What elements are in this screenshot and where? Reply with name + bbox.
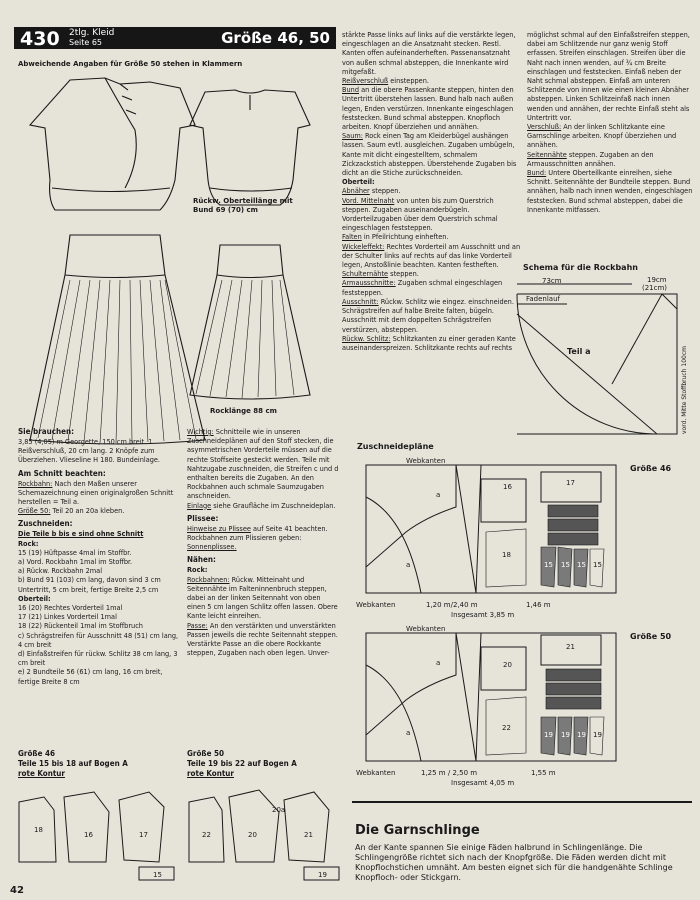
model-number: 430 <box>20 28 60 50</box>
piece-label: a <box>436 659 441 667</box>
cutting-heading: Zuschneiden: <box>18 519 73 529</box>
size46-reference: Größe 46 Teile 15 bis 18 auf Bogen A rote Kontur <box>18 749 128 778</box>
model-title: 2tlg. Kleid <box>69 28 115 38</box>
cutting-plan-46 <box>356 457 622 625</box>
selvage-label: Webkanten <box>406 625 446 633</box>
piece-label: 15 <box>593 561 602 569</box>
cut-item: a) Vord. Rockbahn 1mal im Stoffbr. <box>18 557 133 567</box>
sewing-skirt-subheading: Rock: <box>187 565 208 575</box>
cut-item: a) Rückw. Rockbahn 2mal <box>18 566 103 576</box>
schema-grain-label: Fadenlauf <box>526 295 560 303</box>
piece-label: 16 <box>503 483 512 491</box>
header-bar <box>14 27 336 49</box>
piece-label: 18 <box>502 551 511 559</box>
garnschlinge-heading: Die Garnschlinge <box>355 823 480 838</box>
cutting-plans-title: Zuschneidepläne <box>357 442 434 451</box>
selvage-label: Webkanten <box>356 601 396 609</box>
step: Rückw. Schlitz: Schlitzkanten zu einer geraden Kante auseinanderspreizen. Schlitzkante rechts auf rechts <box>342 333 516 352</box>
piece-label: 19 <box>318 871 327 879</box>
piece-label: 20 <box>248 831 257 839</box>
piece-label: a <box>406 561 411 569</box>
cutting-plan-50 <box>356 625 622 793</box>
piece-label: 22 <box>202 831 211 839</box>
cut-item: 15 (19) Hüftpasse 4mal im Stoffbr. <box>18 547 132 557</box>
step: Bund: Untere Oberteilkante einreihen, siehe Schnitt. Seitennähte der Bundteile steppen. Bund annähen, halb nach innen wenden, eingeschlagen feststecken. Bund schmal absteppen, dabei die Innenkante mitfassen. <box>527 168 693 214</box>
piece-label: 19 <box>544 731 553 739</box>
plissee-heading: Plissee: <box>187 513 219 523</box>
skirt-length-label: Rocklänge 88 cm <box>210 407 277 415</box>
step: Saum: Rock einen Tag am Kleiderbügel aushängen lassen. Saum evtl. ausgleichen. Zugaben umbügeln, Kante mit dicht eingestelltem, schmalem Zickzackstich absteppen. Überstehende Zugaben bis dicht an die Stiche zurückschneiden. <box>342 131 517 178</box>
sewing-step: Rockbahnen: Rückw. Mitteinaht und Seitennähte im Falteninnenbruch steppen, dabei an der linken Seitennaht von oben einen 5 cm langen Schlitz offen lassen. Obere Kante leicht einreihen. <box>187 574 338 621</box>
cutting-note: Die Teile b bis e sind ohne Schnitt <box>18 529 144 539</box>
sewing-heading: Nähen: <box>187 555 216 565</box>
piece-label: 19 <box>577 731 586 739</box>
step: Reißverschluß einsteppen. <box>342 76 429 86</box>
schema-73-label: 73cm <box>542 277 562 285</box>
sewing-step: Passe: An den verstärkten und unverstärkten Passen jeweils die rechte Seitennaht steppen. Verstärkte Passe an die obere Rockkante steppen, Zugaben nach oben legen. Unver- <box>187 620 338 658</box>
step: Falten in Pfeilrichtung einheften. <box>342 232 449 242</box>
piece-label: 21 <box>566 643 575 651</box>
width-46b: 1,46 m <box>526 601 551 609</box>
cut-item: 18 (22) Rückenteil 1mal im Stoffbruch <box>18 621 143 631</box>
cut-item: e) 2 Bundteile 56 (61) cm lang, 16 cm breit, fertige Breite 8 cm <box>18 667 163 686</box>
cut-item: 16 (20) Rechtes Vorderteil 1mal <box>18 603 123 613</box>
piece-label: 15 <box>561 561 570 569</box>
schema-side-label: vord. Mitte Stoffbruch 100cm <box>681 345 688 434</box>
width-50b: 1,55 m <box>531 769 556 777</box>
skirt-schema <box>512 274 692 444</box>
step: Wickeleffekt: Rechtes Vorderteil am Ausschnitt und an der Schulter links auf rechts auf das linke Vorderteil legen, Anstoßlinie beachten. Kanten festheften. <box>342 241 521 270</box>
selvage-label: Webkanten <box>406 457 446 465</box>
width-50a: 1,25 m / 2,50 m <box>421 769 478 777</box>
piece-label: a <box>406 729 411 737</box>
cutting-size50-label: Größe 50 <box>630 632 672 641</box>
size-note: Abweichende Angaben für Größe 50 stehen in Klammern <box>18 60 243 68</box>
page-number: 42 <box>10 885 24 896</box>
garnschlinge-text: An der Kante spannen Sie einige Fäden halbrund in Schlingenlänge. Die Schlingengröße richtet sich nach der Knopfgröße. Die Fäden werden dicht mit Knopflochstichen umnäht. Am besten eignet sich für die handgenähte Schlinge Knopfloch- oder Stickgarn. <box>355 843 673 882</box>
step: Ausschnitt: Rückw. Schlitz wie eingez. einschneiden. Schrägstreifen auf halbe Breite falten, bügeln. Ausschnitt mit dem doppelten Schrägstreifen verstürzen, absteppen. <box>342 296 514 334</box>
cut-item: 17 (21) Linkes Vorderteil 1mal <box>18 612 117 622</box>
piece-label: 21 <box>304 831 313 839</box>
pattern-pieces-thumbnails <box>14 782 344 882</box>
bodice-subheading: Oberteil: <box>18 593 51 603</box>
cut-item: d) Einfaßstreifen für rückw. Schlitz 38 cm lang, 3 cm breit <box>18 649 178 668</box>
step: Seitennähte steppen. Zugaben an den Armausschnitten annähen. <box>527 149 654 168</box>
size50-note: Größe 50: Teil 20 an 20a kleben. <box>18 506 125 516</box>
selvage-label: Webkanten <box>356 769 396 777</box>
garment-illustrations <box>10 70 340 435</box>
schema-title: Schema für die Rockbahn <box>523 263 638 272</box>
width-46a: 1,20 m/2,40 m <box>426 601 478 609</box>
plissee-type: Sonnenplissee. <box>187 542 237 552</box>
piece-label: 18 <box>34 826 43 834</box>
size50-reference: Größe 50 Teile 19 bis 22 auf Bogen A rote Kontur <box>187 749 297 778</box>
step: Armausschnitte: Zugaben schmal eingeschlagen feststeppen. <box>342 278 503 297</box>
front-bodice-drawing <box>30 78 195 210</box>
piece-label: 19 <box>561 731 570 739</box>
piece-label: 20 <box>503 661 512 669</box>
piece-label: 22 <box>502 724 511 732</box>
bodice-back-label: Rückw. Oberteillänge mit Bund 69 (70) cm <box>193 197 293 214</box>
skirt-subheading: Rock: <box>18 538 39 548</box>
sewing-column <box>187 427 339 657</box>
materials-column <box>18 427 184 686</box>
step: Bund an die obere Passenkante steppen, hinten den Untertritt überstehen lassen. Bund halb nach außen legen, Enden verstürzen. Innenkante eingeschlagen feststecken. Bund schmal absteppen. Knopfloch arbeiten. Knopf überziehen und annähen. <box>342 85 514 132</box>
schema-part-label: Teil a <box>567 347 591 356</box>
important-note: Wichtig: Schnitteile wie in unseren Zuschneideplänen auf den Stoff stecken, die asymmetrischen Vorderteile müssen auf die rechte Stoffseite gesteckt werden. Teile mit Nahtzugabe zuschneiden, die Streifen c und d enthalten bereits die Zugaben. An den Rockbahnen auch schmale Saumzugaben anschneiden. <box>187 427 339 501</box>
cut-item: c) Schrägstreifen für Ausschnitt 48 (51) cm lang, 4 cm breit <box>18 630 179 649</box>
cutting-size46-label: Größe 46 <box>630 464 672 473</box>
interfacing-note: Einlage siehe Graufläche im Zuschneideplan. <box>187 500 336 510</box>
model-sizes: Größe 46, 50 <box>221 29 330 47</box>
section-divider <box>352 801 692 803</box>
piece-label: 15 <box>544 561 553 569</box>
schema-19-label: 19cm <box>647 276 667 284</box>
piece-label: 20a <box>272 806 286 814</box>
piece-label: 15 <box>577 561 586 569</box>
total-46: Insgesamt 3,85 m <box>451 611 515 619</box>
plissee-text: Rockbahnen zum Plissieren geben: <box>187 533 302 543</box>
piece-label: 17 <box>566 479 575 487</box>
materials-heading: Sie brauchen: <box>18 427 74 436</box>
piece-label: 19 <box>593 731 602 739</box>
cut-item: b) Bund 91 (103) cm lang, davon sind 3 cm Untertritt, 5 cm breit, fertige Breite 2,5 cm <box>18 575 161 594</box>
pattern-notes-heading: Am Schnitt beachten: <box>18 468 106 478</box>
plissee-text: Hinweise zu Plissee auf Seite 41 beachten. <box>187 523 328 533</box>
step: Verschluß: An der linken Schlitzkante eine Garnschlinge arbeiten. Knopf überziehen und annähen. <box>527 122 677 150</box>
instructions-column-3: stärkte Passe links auf links auf die verstärkte legen, eingeschlagen an die Ansatznaht stecken. Restl. Kanten offen aufeinanderheften. Passenansatznaht von außen schmal absteppen, die Innenkante wird mitgefaßt. Reißverschluß einsteppen. Bund an die obere Passenkante steppen, hinten den Untertritt überstehen lassen. Bund halb nach außen legen, Enden verstürzen. Innenkante eingeschlagen feststecken. Bund schmal absteppen. Knopfloch arbeiten. Knopf überziehen und annähen. Saum: Rock einen Tag am Kleiderbügel aushängen lassen. Saum evtl. ausgleichen. Zugaben umbügeln, Kante mit dicht eingestelltem, schmalem Zickzackstich absteppen. Überstehende Zugaben bis dicht an die Stiche zurückschneiden. Oberteil: Abnäher steppen. Vord. Mittelnaht von unten bis zum Querstrich steppen. Zugaben auseinanderbügeln. Vorderteilzugaben über dem Querstrich schmal eingeschlagen feststeppen. Falten in Pfeilrichtung einheften. Wickeleffekt: Rechtes Vorderteil am Ausschnitt und an der Schulter links auf rechts auf das linke Vorderteil legen, Anstoßlinie beachten. Kanten festheften. Schulternähte steppen. Armausschnitte: Zugaben schmal eingeschlagen feststeppen. Ausschnitt: Rückw. Schlitz wie eingez. einschneiden. Schrägstreifen auf halbe Breite falten, bügeln. Ausschnitt mit dem doppelten Schrägstreifen verstürzen, absteppen. Rückw. Schlitz: Schlitzkanten zu einer geraden Kante auseinanderspreizen. Schlitzkante rechts auf rechts <box>342 30 521 352</box>
step: Vord. Mittelnaht von unten bis zum Querstrich steppen. Zugaben auseinanderbügeln. Vorderteilzugaben über dem Querstrich schmal eingeschlagen feststeppen. <box>342 195 498 233</box>
piece-label: 15 <box>153 871 162 879</box>
materials-text: 3,85 (4,05) m Georgette, 150 cm breit. 1 Reißverschluß, 20 cm lang. 2 Knöpfe zum Überziehen. Vlieseline H 180. Bundeinlage. <box>18 437 161 465</box>
piece-label: a <box>436 491 441 499</box>
front-skirt-drawing <box>30 235 205 444</box>
total-50: Insgesamt 4,05 m <box>451 779 515 787</box>
instructions-column-4: möglichst schmal auf den Einfaßstreifen steppen, dabei am Schlitzende nur ganz wenig Stoff erfassen. Streifen einschlagen. Streifen über die Naht nach innen wenden, auf ¾ cm Breite einschlagen und feststecken. Einfaß neben der Naht schmal absteppen. Einfaß am unteren Schlitzende von innen wie einen kleinen Abnäher absteppen. Linken Schlitzeinfaß nach innen wenden und annähen, der rechte Einfaß steht als Untertritt vor. Verschluß: An der linken Schlitzkante eine Garnschlinge arbeiten. Knopf überziehen und annähen. Seitennähte steppen. Zugaben an den Armausschnitten annähen. Bund: Untere Oberteilkante einreihen, siehe Schnitt. Seitennähte der Bundteile steppen. Bund annähen, halb nach innen wenden, eingeschlagen feststecken. Bund schmal absteppen, dabei die Innenkante mitfassen. <box>527 30 697 214</box>
piece-label: 17 <box>139 831 148 839</box>
pattern-notes-text: Rockbahn: Nach den Maßen unserer Schemazeichnung einen originalgroßen Schnitt herstellen = Teil a. <box>18 478 174 507</box>
back-skirt-drawing <box>190 245 310 399</box>
oberteil-heading: Oberteil: <box>342 177 375 187</box>
step: Schulternähte steppen. <box>342 269 419 279</box>
schema-21-label: (21cm) <box>642 284 668 292</box>
step: Abnäher steppen. <box>342 186 401 196</box>
piece-label: 16 <box>84 831 93 839</box>
model-page-ref: Seite 65 <box>69 38 103 47</box>
